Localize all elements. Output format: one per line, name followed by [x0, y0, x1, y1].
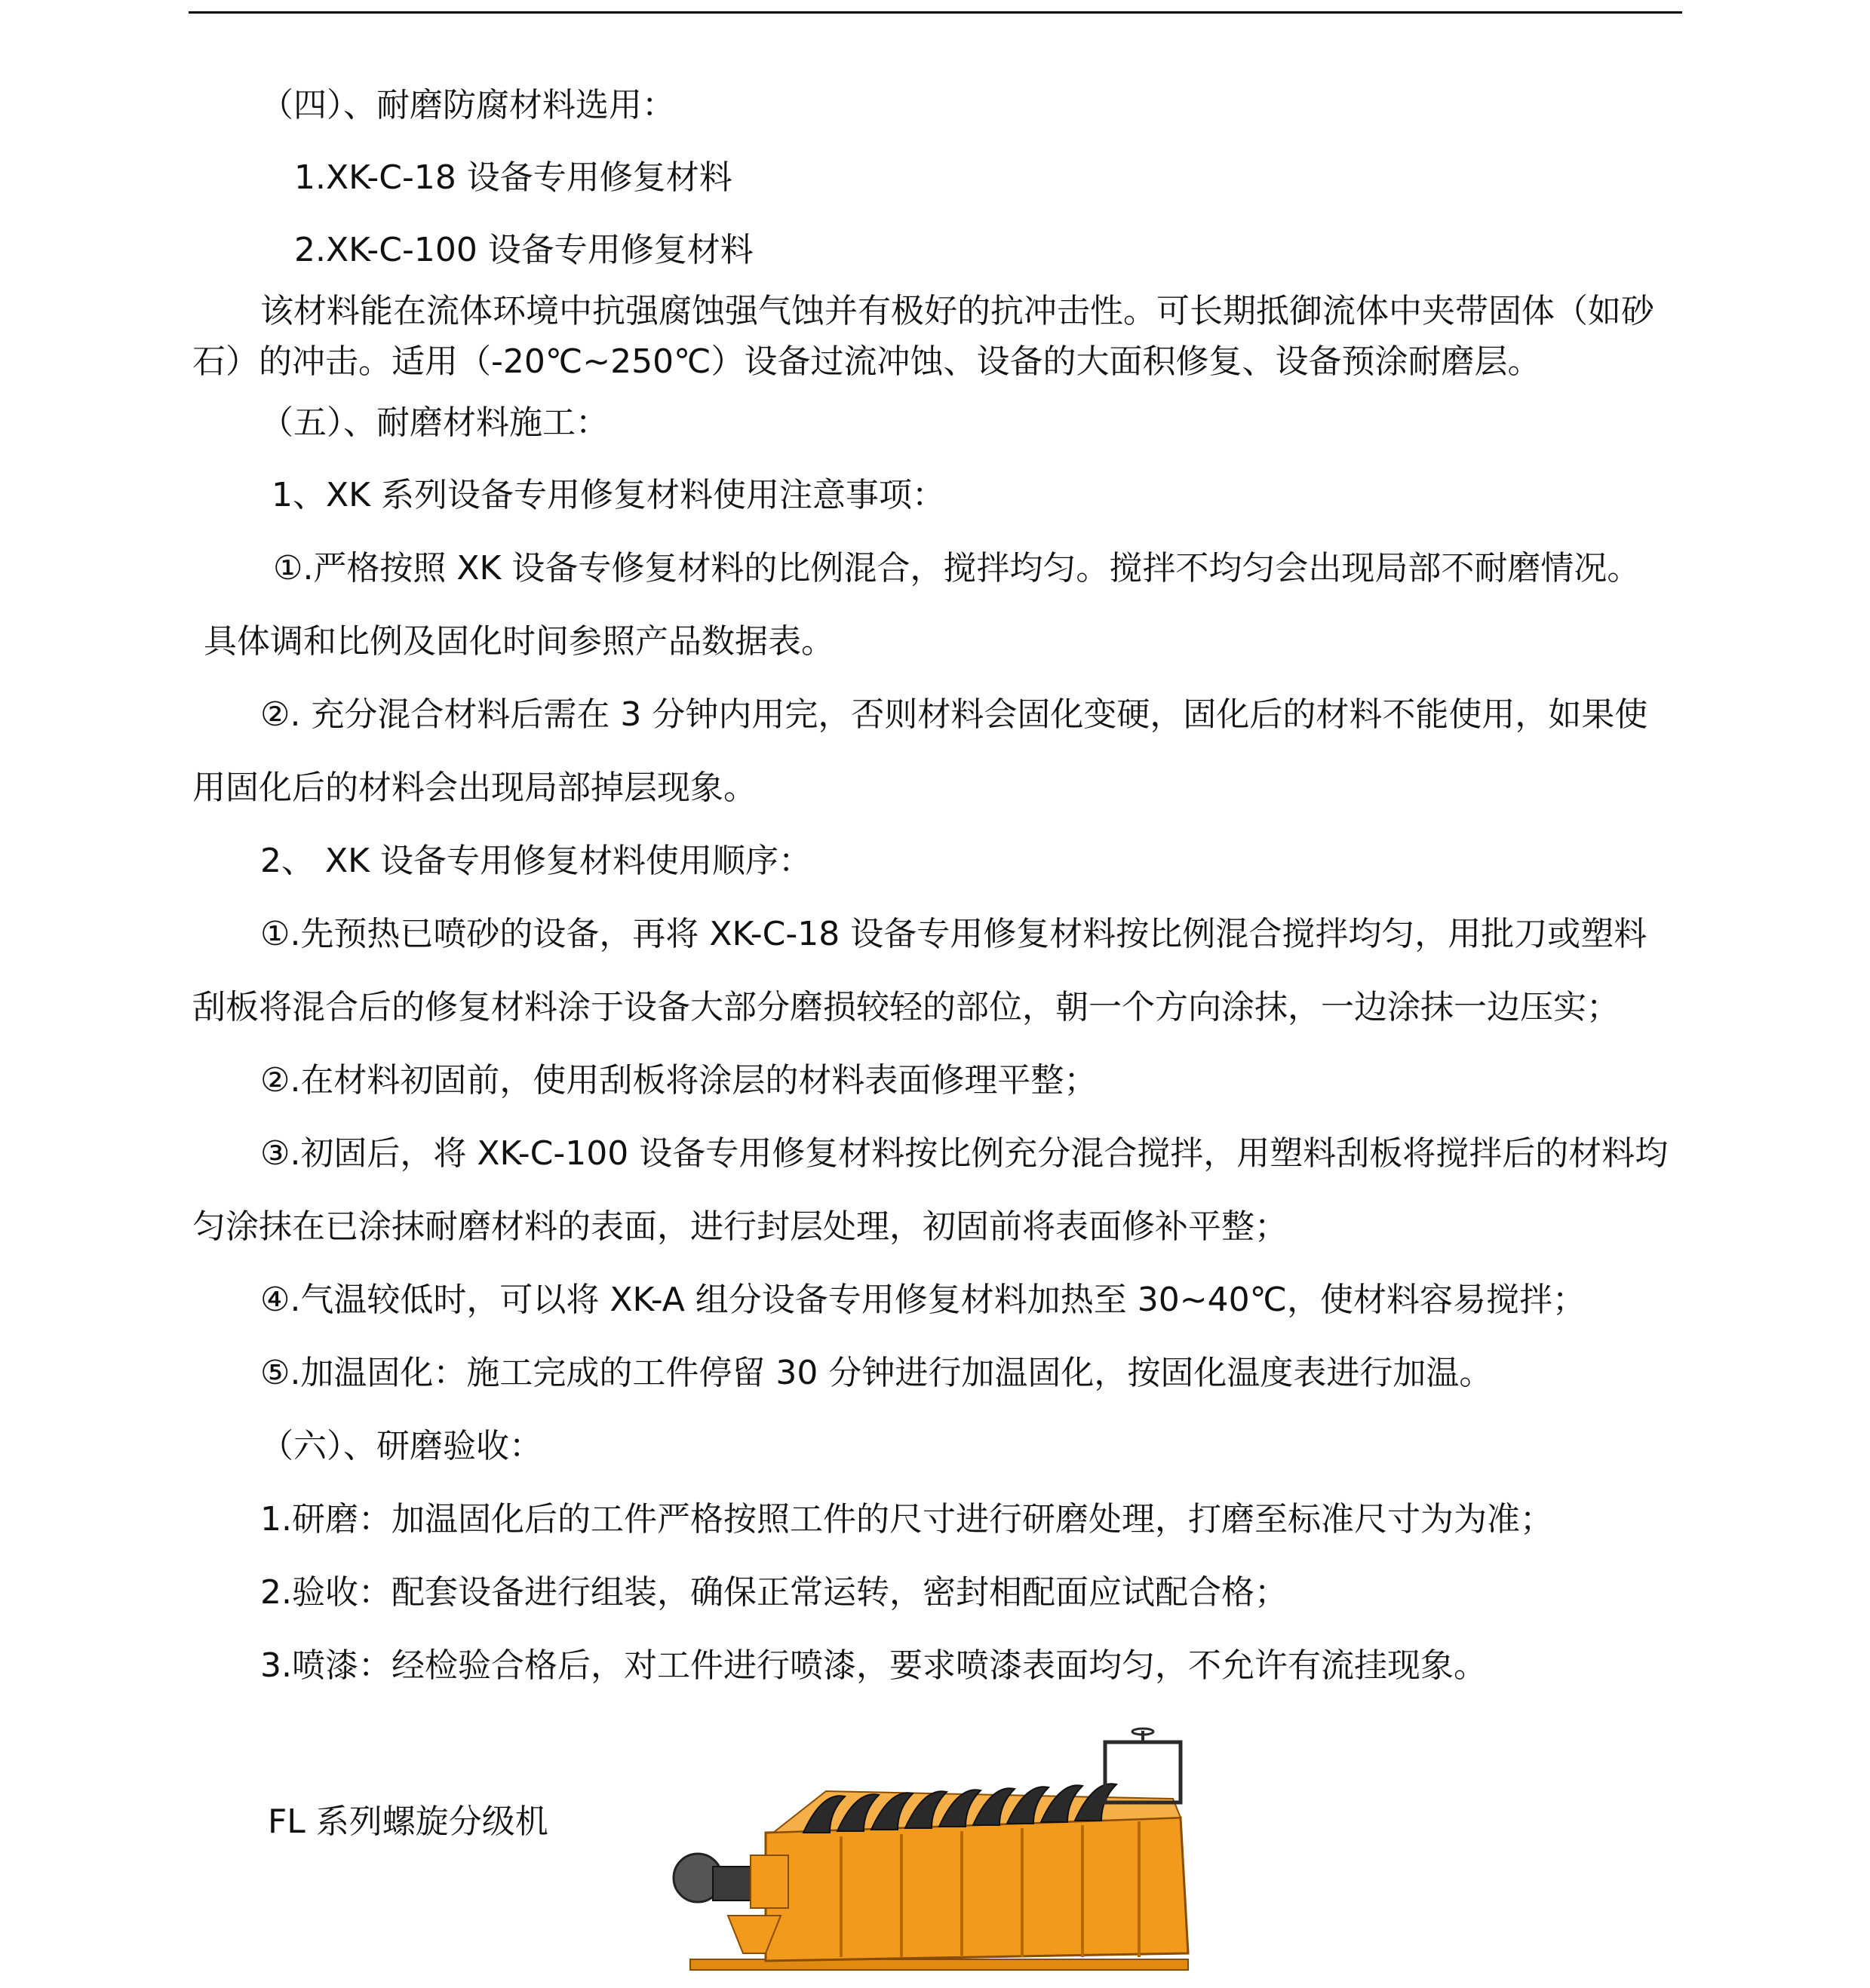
section4-desc-line1: 该材料能在流体环境中抗强腐蚀强气蚀并有极好的抗冲击性。可长期抵御流体中夹带固体（如砂	[260, 292, 1654, 330]
figure-label: FL 系列螺旋分级机	[268, 1802, 548, 1841]
section5-sub1-p2-line2: 用固化后的材料会出现局部掉层现象。	[192, 769, 757, 807]
section5-sub2-p2: ②.在材料初固前，使用刮板将涂层的材料表面修理平整；	[260, 1061, 1098, 1100]
section4-item1: 1.XK-C-18 设备专用修复材料	[294, 158, 732, 197]
section5-sub2-p3-line1: ③.初固后，将 XK-C-100 设备专用修复材料按比例充分混合搅拌，用塑料刮板将搅拌后的材料均	[260, 1134, 1669, 1173]
section5-sub1-p2-line1: ②. 充分混合材料后需在 3 分钟内用完，否则材料会固化变硬，固化后的材料不能使用，如果使	[260, 695, 1648, 734]
section4-desc-line2: 石）的冲击。适用（-20℃~250℃）设备过流冲蚀、设备的大面积修复、设备预涂耐磨层。	[192, 342, 1541, 381]
spiral-classifier-image	[653, 1727, 1226, 1983]
section5-sub1-p1-line2: 具体调和比例及固化时间参照产品数据表。	[204, 622, 834, 661]
section6-item2: 2.验收：配套设备进行组装，确保正常运转，密封相配面应试配合格；	[260, 1573, 1288, 1612]
section5-heading: （五）、耐磨材料施工：	[260, 403, 609, 442]
section5-sub2-p3-line2: 匀涂抹在已涂抹耐磨材料的表面，进行封层处理，初固前将表面修补平整；	[192, 1207, 1288, 1246]
section6-heading: （六）、研磨验收：	[260, 1427, 542, 1465]
section5-sub2-p5: ⑤.加温固化：施工完成的工件停留 30 分钟进行加温固化，按固化温度表进行加温。	[260, 1354, 1493, 1392]
section6-item1: 1.研磨：加温固化后的工件严格按照工件的尺寸进行研磨处理，打磨至标准尺寸为为准；	[260, 1500, 1553, 1539]
section5-sub2-title: 2、 XK 设备专用修复材料使用顺序：	[260, 842, 812, 880]
section5-sub1-p1-line1: ①.严格按照 XK 设备专修复材料的比例混合，搅拌均匀。搅拌不均匀会出现局部不耐磨情况。	[273, 549, 1641, 588]
section5-sub2-p1-line1: ①.先预热已喷砂的设备，再将 XK-C-18 设备专用修复材料按比例混合搅拌均匀，用批刀或塑料	[260, 915, 1647, 953]
section4-heading: （四）、耐磨防腐材料选用：	[260, 86, 675, 124]
section5-sub1-title: 1、XK 系列设备专用修复材料使用注意事项：	[272, 476, 945, 514]
section5-sub2-p4: ④.气温较低时，可以将 XK-A 组分设备专用修复材料加热至 30~40℃，使材料容易搅拌；	[260, 1281, 1586, 1319]
top-rule	[189, 11, 1682, 14]
section4-item2: 2.XK-C-100 设备专用修复材料	[294, 231, 754, 269]
section6-item3: 3.喷漆：经检验合格后，对工件进行喷漆，要求喷漆表面均匀，不允许有流挂现象。	[260, 1646, 1487, 1685]
section5-sub2-p1-line2: 刮板将混合后的修复材料涂于设备大部分磨损较轻的部位，朝一个方向涂抹，一边涂抹一边压实；	[192, 988, 1620, 1026]
